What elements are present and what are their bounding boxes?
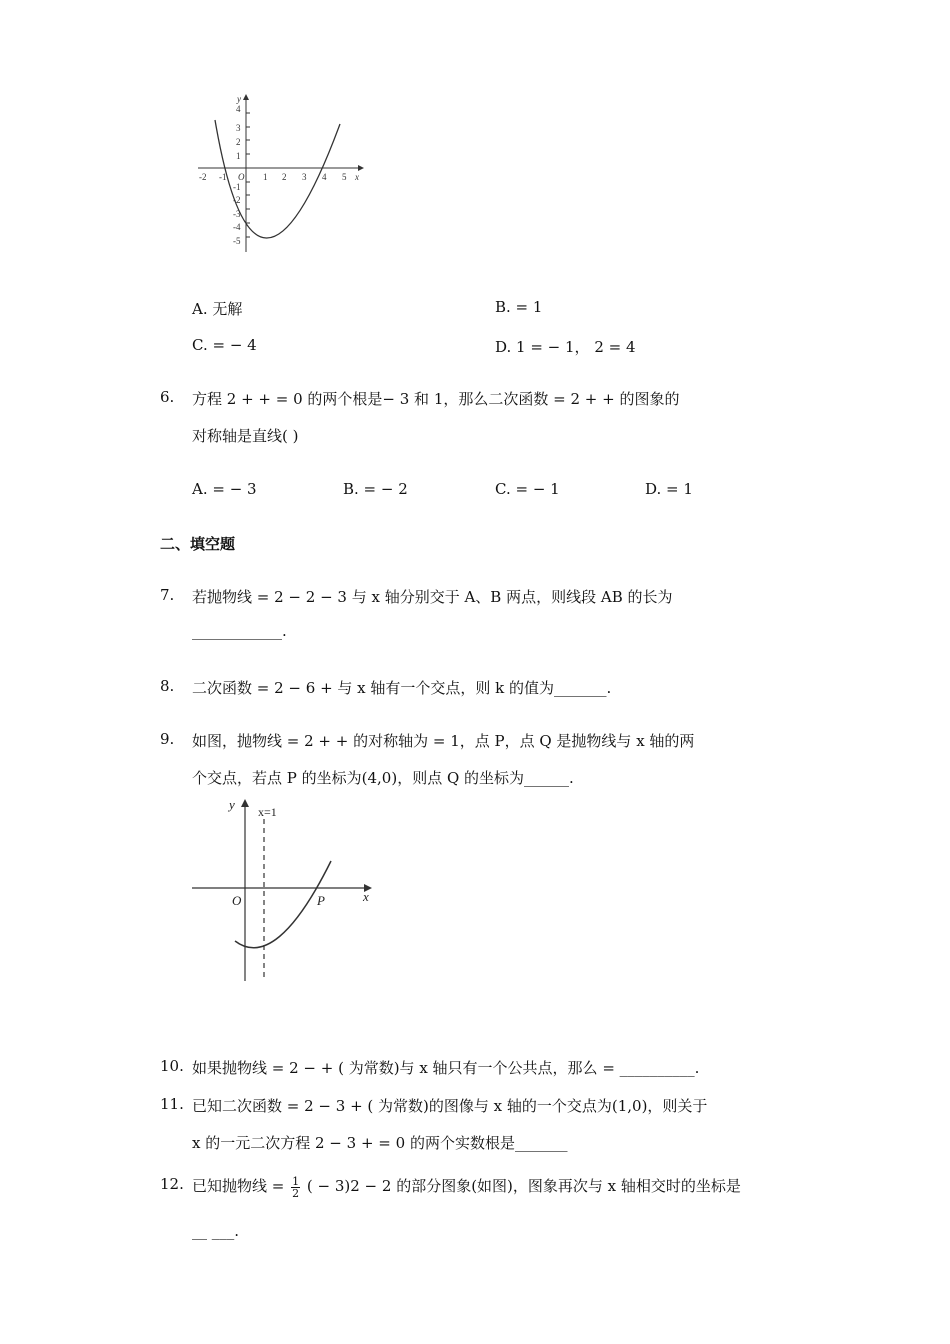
question-text: 方程 2 + + = 0 的两个根是− 3 和 1，那么二次函数 = 2 + + 的图象的 <box>192 390 680 408</box>
q5-option-c[interactable]: C. = − 4 <box>192 336 257 354</box>
y-axis-arrow <box>243 94 249 100</box>
y-tick-label: -5 <box>233 236 241 246</box>
y-tick-label: 4 <box>236 104 241 114</box>
y-axis-arrow <box>241 799 249 807</box>
q6-option-c[interactable]: C. = − 1 <box>495 480 560 498</box>
fraction-denominator: 2 <box>292 1186 300 1200</box>
q6-option-d[interactable]: D. = 1 <box>645 480 693 498</box>
x-tick-label: 4 <box>322 172 327 182</box>
x-tick-label: 1 <box>263 172 268 182</box>
x-tick-label: -2 <box>199 172 207 182</box>
question-text: 如图，抛物线 = 2 + + 的对称轴为 = 1，点 P，点 Q 是抛物线与 x 轴的两 <box>192 732 695 750</box>
question-number: 9. <box>160 730 175 748</box>
q6-option-b[interactable]: B. = − 2 <box>343 480 408 498</box>
q5-option-d[interactable]: D. 1 = − 1， 2 = 4 <box>495 338 636 356</box>
y-axis-label: y <box>229 797 235 812</box>
x-tick-label: 3 <box>302 172 307 182</box>
parabola-graph-2 <box>188 797 388 987</box>
x-tick-label: 5 <box>342 172 347 182</box>
parabola-graph-1 <box>190 92 370 262</box>
question-text: 二次函数 = 2 − 6 + 与 x 轴有一个交点，则 k 的值为_______. <box>192 679 612 697</box>
y-axis-label: y <box>237 94 241 104</box>
y-tick-label: -1 <box>233 182 241 192</box>
answer-blank[interactable]: ____________. <box>192 622 287 640</box>
question-number: 11. <box>160 1095 184 1113</box>
y-tick-label: 2 <box>236 137 241 147</box>
x-axis-arrow <box>358 165 364 171</box>
origin-label: O <box>238 172 245 182</box>
y-tick-label: -2 <box>233 195 241 205</box>
question-number: 7. <box>160 586 175 604</box>
x-axis-label: x <box>363 889 369 904</box>
x-tick-label: 2 <box>282 172 287 182</box>
q5-option-a[interactable]: A. 无解 <box>192 300 243 318</box>
text-segment: 已知抛物线 = <box>192 1177 290 1195</box>
y-tick-label: -3 <box>233 209 241 219</box>
q5-option-b[interactable]: B. = 1 <box>495 298 543 316</box>
question-number: 10. <box>160 1057 184 1075</box>
text-segment: ( − 3)2 − 2 的部分图象(如图)，图象再次与 x 轴相交时的坐标是 <box>306 1177 741 1195</box>
fraction <box>291 1176 300 1199</box>
x-tick-label: -1 <box>219 172 227 182</box>
question-number: 12. <box>160 1175 184 1193</box>
symmetry-axis-label: x=1 <box>258 805 277 819</box>
y-tick-label: -4 <box>233 222 241 232</box>
fraction-numerator: 1 <box>292 1174 300 1188</box>
y-tick-label: 3 <box>236 123 241 133</box>
question-text: x 的一元二次方程 2 − 3 + = 0 的两个实数根是_______ <box>192 1134 568 1152</box>
question-text: 个交点，若点 P 的坐标为(4,0)，则点 Q 的坐标为______. <box>192 769 574 787</box>
question-text <box>192 1175 741 1199</box>
y-tick-label: 1 <box>236 151 241 161</box>
x-axis-label: x <box>355 172 359 182</box>
section-title: 二、填空题 <box>160 535 236 553</box>
origin-label: O <box>232 893 242 908</box>
answer-blank[interactable]: __ ___. <box>192 1222 240 1240</box>
point-p-label: P <box>317 893 325 908</box>
question-text: 若抛物线 = 2 − 2 − 3 与 x 轴分别交于 A、B 两点，则线段 AB 的长为 <box>192 588 673 606</box>
question-text: 对称轴是直线( ) <box>192 427 299 445</box>
question-text: 如果抛物线 = 2 − + ( 为常数)与 x 轴只有一个公共点，那么 = __________. <box>192 1059 700 1077</box>
question-number: 8. <box>160 677 175 695</box>
question-number: 6. <box>160 388 175 406</box>
question-text: 已知二次函数 = 2 − 3 + ( 为常数)的图像与 x 轴的一个交点为(1,0)，则关于 <box>192 1097 708 1115</box>
q6-option-a[interactable]: A. = − 3 <box>192 480 257 498</box>
